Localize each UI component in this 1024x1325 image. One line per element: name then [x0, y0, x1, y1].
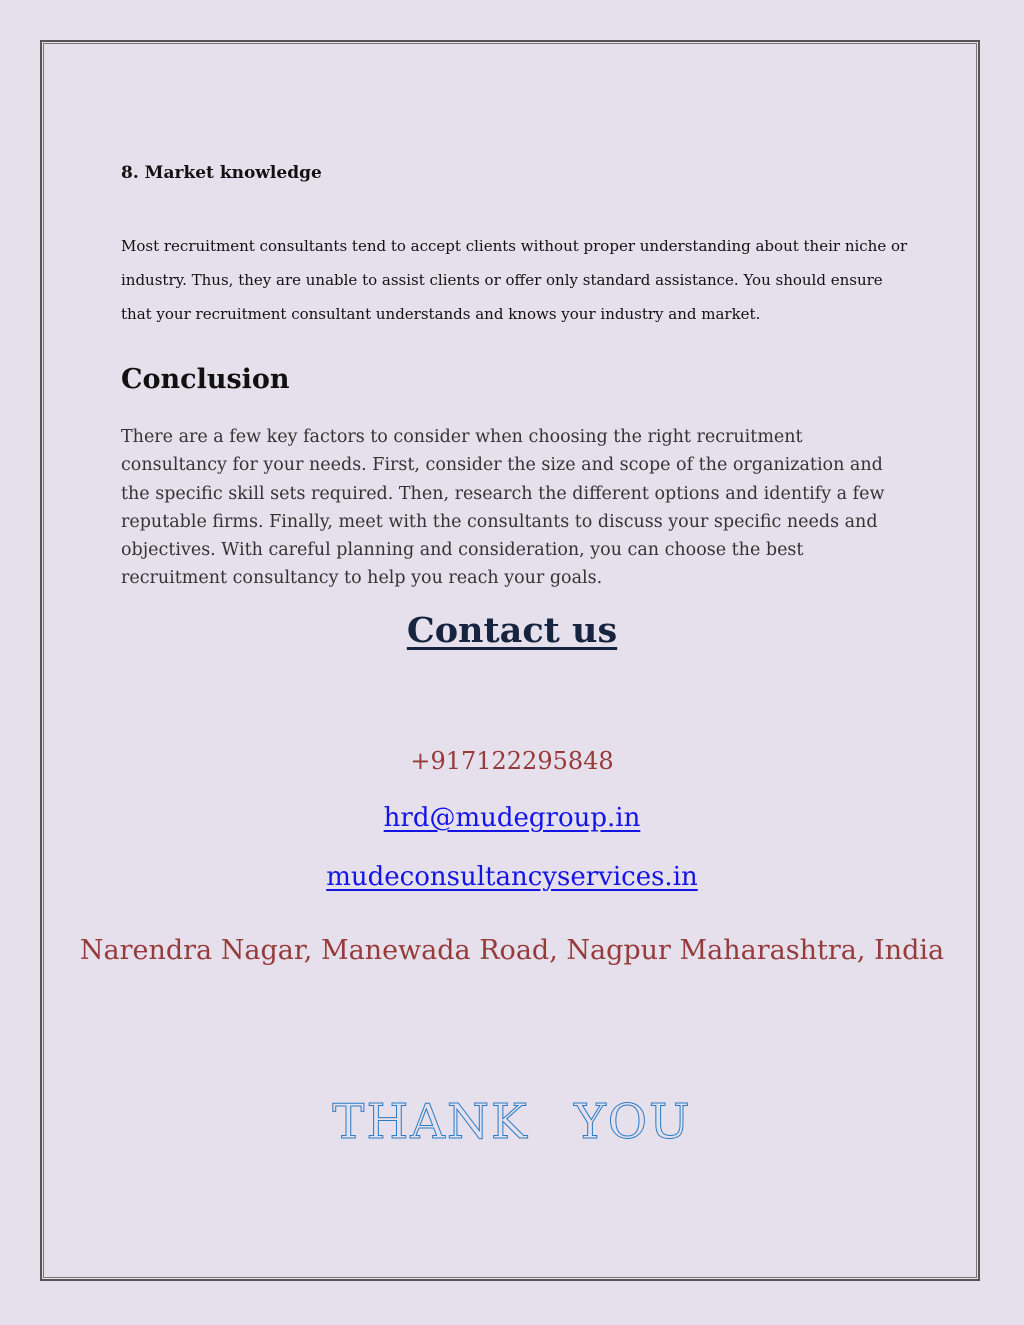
- contact-website-link[interactable]: mudeconsultancyservices.in: [326, 862, 698, 892]
- conclusion-title: Conclusion: [121, 364, 290, 395]
- contact-title: Contact us: [406, 610, 618, 651]
- section-heading: 8. Market knowledge: [121, 163, 322, 183]
- thank-you-text: THANK YOU: [332, 1094, 692, 1150]
- contact-phone[interactable]: +917122295848: [410, 747, 614, 775]
- conclusion-body: There are a few key factors to consider when choosing the right recruitment consultancy for your needs. First, consider the size and scope of the organization and the specific skill sets required. Then, research the different options and identify a few reputable firms. Finally, meet with the consultants to discuss your specific needs and objectives. With careful planning and consideration, you can choose the best recruitment consultancy to help you reach your goals.: [121, 427, 885, 589]
- contact-address: Narendra Nagar, Manewada Road, Nagpur Maharashtra, India: [79, 935, 945, 966]
- section-body: Most recruitment consultants tend to accept clients without proper understanding about their niche or industry. Thus, they are unable to assist clients or offer only standard assistance. You should ensure that your recruitment consultant understands and knows your industry and market.: [121, 237, 908, 323]
- contact-email-link[interactable]: hrd@mudegroup.in: [383, 803, 641, 833]
